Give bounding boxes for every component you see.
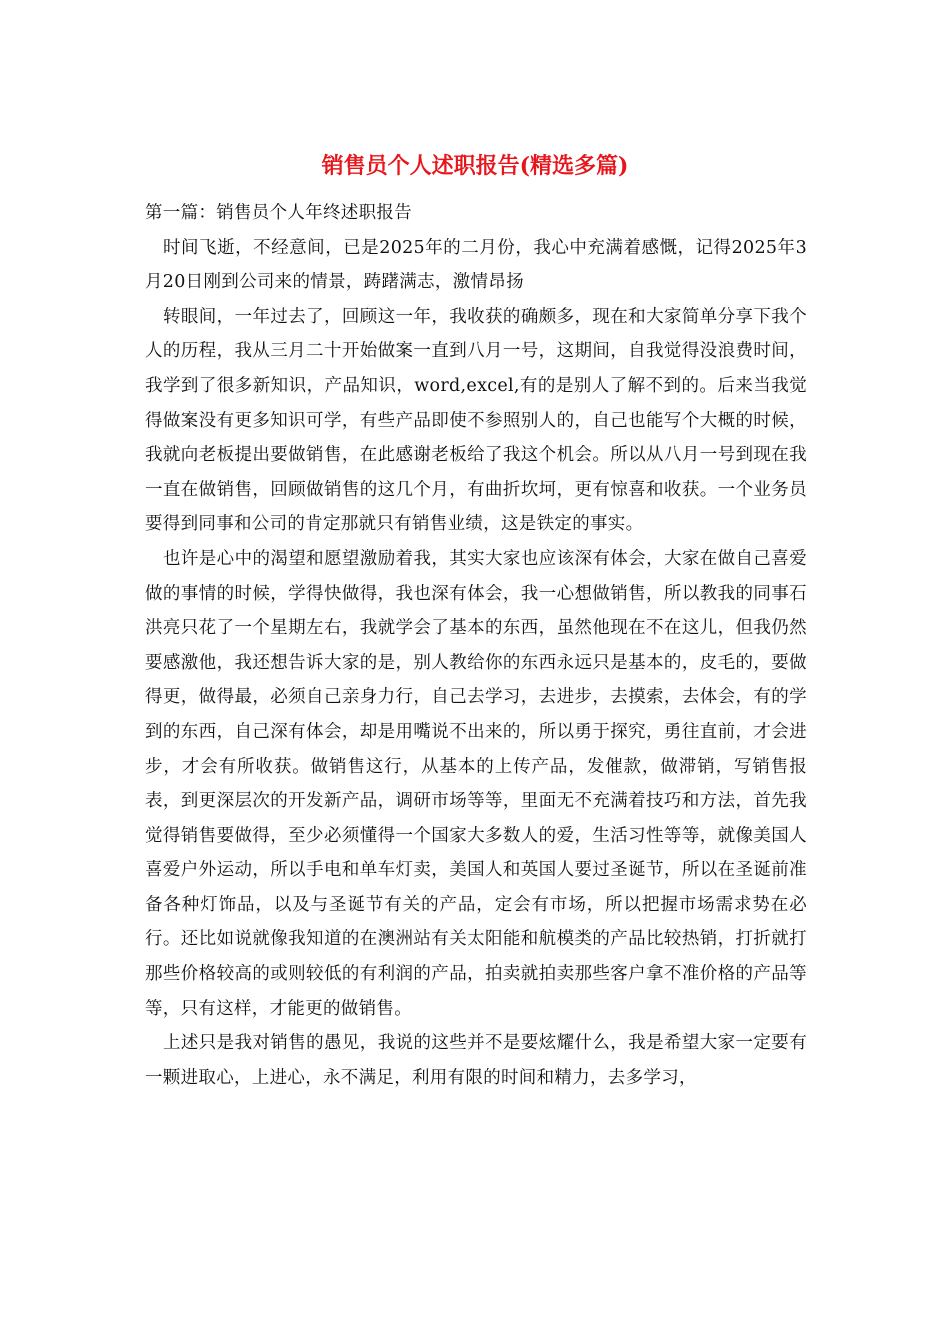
paragraph: 上述只是我对销售的愚见，我说的这些并不是要炫耀什么，我是希望大家一定要有一颗进取心，上进心，永不满足，利用有限的时间和精力，去多学习， (145, 1033, 807, 1088)
paragraph: 也许是心中的渴望和愿望激励着我，其实大家也应该深有体会，大家在做自己喜爱做的事情的时候，学得快做得，我也深有体会，我一心想做销售，所以教我的同事石洪亮只花了一个星期左右，我就学会了基本的东西，虽然他现在不在这儿，但我仍然要感激他，我还想告诉大家的是，别人教给你的东西永远只是基本的，皮毛的，要做得更，做得最，必须自己亲身力行，自己去学习，去进步，去摸索，去体会，有的学到的东西，自己深有体会，却是用嘴说不出来的，所以勇于探究，勇往直前，才会进步，才会有所收获。做销售这行，从基本的上传产品，发催款，做滞销，写销售报表，到更深层次的开发新产品，调研市场等等，里面无不充满着技巧和方法，首先我觉得销售要做得，至少必须懂得一个国家大多数人的爱，生活习性等等，就像美国人喜爱户外运动，所以手电和单车灯卖，美国人和英国人要过圣诞节，所以在圣诞前准备各种灯饰品，以及与圣诞节有关的产品，定会有市场，所以把握市场需求势在必行。还比如说就像我知道的在澳洲站有关太阳能和航模类的产品比较热销，打折就打那些价格较高的或则较低的有利润的产品，拍卖就拍卖那些客户拿不准价格的产品等等，只有这样，才能更的做销售。 (145, 548, 807, 1019)
document-body (145, 196, 807, 1095)
section-heading: 第一篇：销售员个人年终述职报告 (145, 203, 412, 223)
paragraph: 时间飞逝，不经意间，已是2025年的二月份，我心中充满着感慨，记得2025年3月20日刚到公司来的情景，踌躇满志，激情昂扬 (145, 237, 807, 293)
document-title: 销售员个人述职报告(精选多篇) (321, 153, 629, 179)
paragraph: 转眼间，一年过去了，回顾这一年，我收获的确颇多，现在和大家简单分享下我个人的历程，我从三月二十开始做案一直到八月一号，这期间，自我觉得没浪费时间，我学到了很多新知识，产品知识，word,excel,有的是别人了解不到的。后来当我觉得做案没有更多知识可学，有些产品即使不参照别人的，自己也能写个大概的时候，我就向老板提出要做销售，在此感谢老板给了我这个机会。所以从八月一号到现在我一直在做销售，回顾做销售的这几个月，有曲折坎坷，更有惊喜和收获。一个业务员要得到同事和公司的肯定那就只有销售业绩，这是铁定的事实。 (145, 306, 807, 535)
